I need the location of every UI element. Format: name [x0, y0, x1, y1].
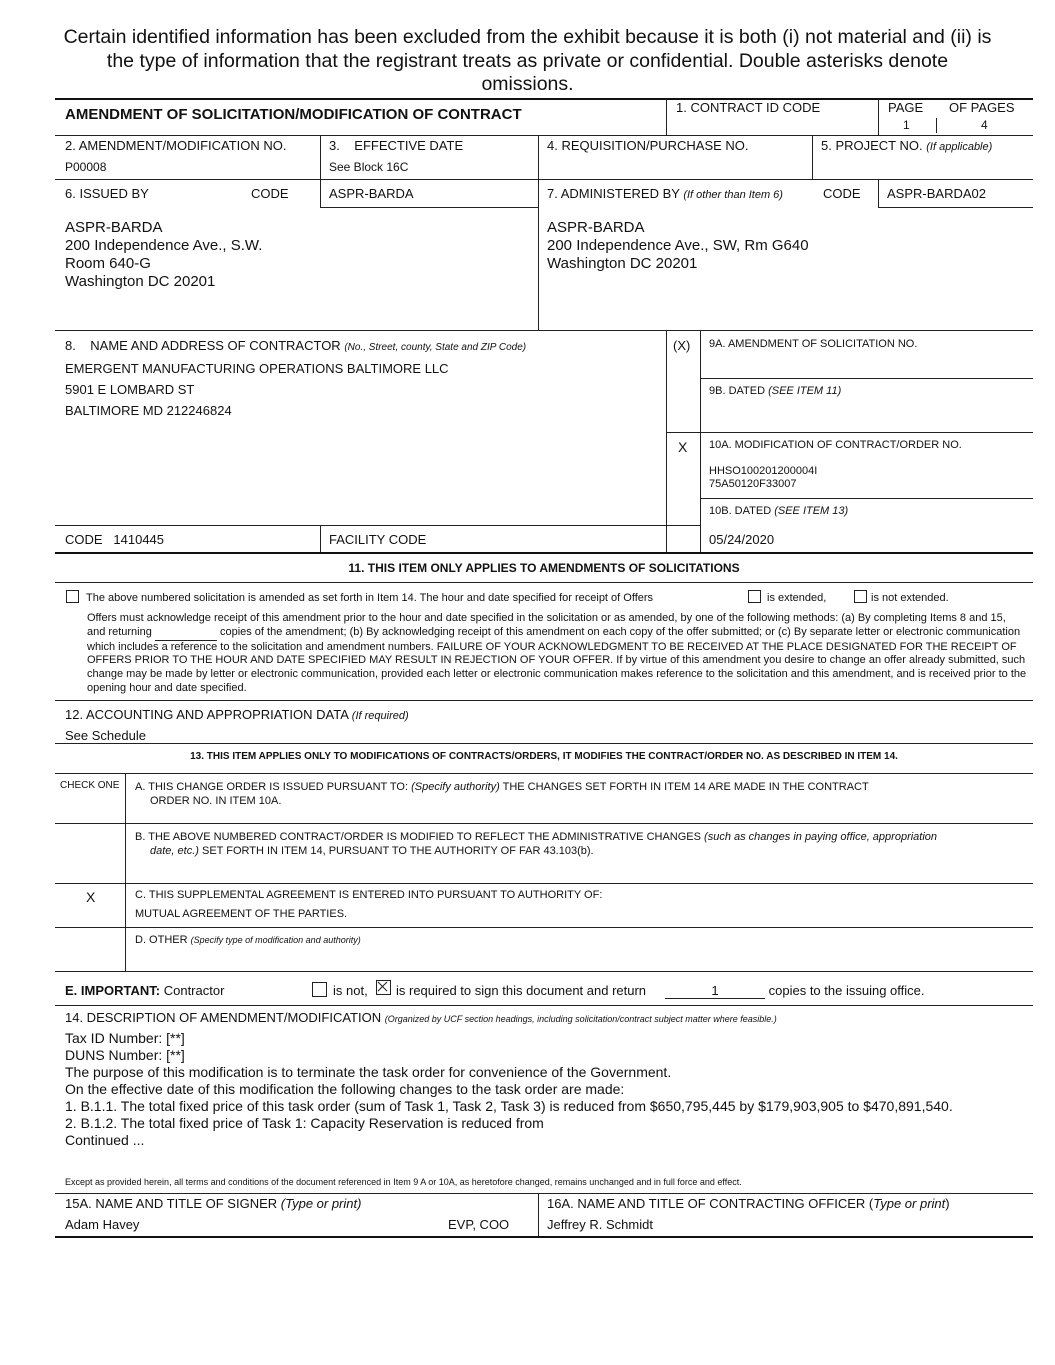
item-10b-note: (SEE ITEM 13)	[774, 505, 849, 517]
contract-id-code-label: 1. CONTRACT ID CODE	[676, 100, 821, 115]
contractor-code-label: CODE	[65, 532, 103, 547]
item-14-description	[65, 1030, 953, 1149]
item-9b-label	[709, 385, 841, 397]
description-line: The purpose of this modification is to terminate the task order for convenience of the Government.	[65, 1064, 672, 1080]
item-14-label	[65, 1010, 777, 1025]
important-line	[65, 983, 224, 998]
item-15a-label	[65, 1196, 361, 1211]
contractor-address	[65, 358, 449, 421]
is-required-checkbox[interactable]	[376, 980, 391, 995]
is-not-extended-checkbox[interactable]	[854, 590, 867, 603]
administered-by-address-line: 200 Independence Ave., SW, Rm G640	[547, 237, 809, 254]
item-16a-label	[547, 1196, 950, 1211]
item-13a-text: A. THIS CHANGE ORDER IS ISSUED PURSUANT TO:	[135, 781, 409, 793]
item-10b-label-text: 10B. DATED	[709, 505, 772, 517]
item-10a-value: 75A50120F33007	[709, 478, 797, 490]
description-line: Tax ID Number: [**]	[65, 1030, 185, 1046]
except-text: Except as provided herein, all terms and conditions of the document referenced in Item 9 A or 10A, as heretofore changed, remains unchanged and in full force and effect.	[65, 1177, 742, 1187]
issued-by-address-line: Room 640-G	[65, 255, 151, 272]
item-13a	[135, 781, 869, 793]
item-10a-label: 10A. MODIFICATION OF CONTRACT/ORDER NO.	[709, 439, 962, 451]
contractor-address-line: BALTIMORE MD 212246824	[65, 403, 232, 418]
project-label-text: 5. PROJECT NO.	[821, 138, 923, 153]
administered-by-address-line: Washington DC 20201	[547, 255, 698, 272]
requisition-label: 4. REQUISITION/PURCHASE NO.	[547, 138, 749, 153]
page-value: 1	[903, 118, 910, 132]
item-13d	[135, 934, 361, 946]
item-12-label	[65, 707, 409, 722]
item-13b-note-2: date, etc.)	[150, 845, 199, 857]
issued-by-address-line: 200 Independence Ave., S.W.	[65, 237, 263, 254]
item-15a-note: (Type or print)	[280, 1196, 362, 1211]
item-11-line: The above numbered solicitation is amended as set forth in Item 14. The hour and date specified for receipt of Offers	[86, 592, 654, 604]
administered-by-address	[547, 219, 809, 273]
copies-blank[interactable]	[155, 626, 217, 641]
description-line: Continued ...	[65, 1132, 145, 1148]
item-9a-label: 9A. AMENDMENT OF SOLICITATION NO.	[709, 338, 918, 350]
of-pages-value: 4	[981, 118, 988, 132]
contractor-code-value: 1410445	[113, 532, 165, 547]
issued-by-address	[65, 219, 262, 291]
of-pages-label: OF PAGES	[949, 100, 1015, 115]
description-line: On the effective date of this modification the following changes to the task order are made:	[65, 1081, 625, 1097]
disclaimer: Certain identified information has been excluded from the exhibit because it is both (i) not material and (ii) is the type of information that the registrant treats as private or confidential. Double asterisks denote omissions.	[63, 26, 992, 95]
facility-code-label: FACILITY CODE	[329, 532, 427, 547]
administered-by-code-label: CODE	[823, 186, 861, 201]
x-column-header: (X)	[673, 338, 691, 353]
item-15a-label-text: 15A. NAME AND TITLE OF SIGNER	[65, 1196, 278, 1211]
item-13b-text: B. THE ABOVE NUMBERED CONTRACT/ORDER IS MODIFIED TO REFLECT THE ADMINISTRATIVE CHANGES	[135, 831, 701, 843]
check-one-label: CHECK ONE	[60, 780, 120, 791]
effective-date-value: See Block 16C	[329, 160, 409, 174]
issued-by-code-value: ASPR-BARDA	[329, 186, 414, 201]
contractor-address-line: 5901 E LOMBARD ST	[65, 382, 195, 397]
description-line: DUNS Number: [**]	[65, 1047, 185, 1063]
administered-by-code-value: ASPR-BARDA02	[887, 186, 986, 201]
form-title: AMENDMENT OF SOLICITATION/MODIFICATION OF CONTRACT	[65, 106, 522, 123]
item-13c-line-1: C. THIS SUPPLEMENTAL AGREEMENT IS ENTERED INTO PURSUANT TO AUTHORITY OF:	[135, 889, 603, 901]
contractor-code	[65, 532, 164, 547]
project-label	[821, 138, 992, 153]
administered-by-note: (If other than Item 6)	[683, 189, 783, 201]
item-9b-label-text: 9B. DATED	[709, 385, 766, 397]
contractor-label-text: 8. NAME AND ADDRESS OF CONTRACTOR	[65, 338, 341, 353]
is-not-checkbox[interactable]	[312, 982, 327, 997]
item-13a-note: (Specify authority)	[411, 781, 500, 793]
copies-returned-suffix: copies to the issuing office.	[768, 983, 925, 998]
copies-returned	[665, 983, 924, 999]
amendment-no-value: P00008	[65, 160, 107, 174]
administered-by-label-text: 7. ADMINISTERED BY	[547, 186, 680, 201]
contractor-label	[65, 338, 526, 353]
item-11-header: 11. THIS ITEM ONLY APPLIES TO AMENDMENTS OF SOLICITATIONS	[348, 561, 740, 575]
item-9b-note: (SEE ITEM 11)	[768, 385, 842, 397]
item-13b	[135, 831, 937, 843]
solicitation-amended-checkbox[interactable]	[66, 590, 79, 603]
item-13a-line-2: ORDER NO. IN ITEM 10A.	[150, 795, 282, 807]
item-10a-value: HHSO100201200004I	[709, 465, 818, 477]
item-14-label-text: 14. DESCRIPTION OF AMENDMENT/MODIFICATION	[65, 1010, 382, 1025]
item-13a-text-2: THE CHANGES SET FORTH IN ITEM 14 ARE MADE IN THE CONTRACT	[502, 781, 869, 793]
item-16a-note: Type or print	[873, 1196, 946, 1211]
important-contractor: Contractor	[163, 983, 225, 998]
issued-by-code-label: CODE	[251, 186, 289, 201]
item-11-paragraph	[87, 612, 1027, 696]
item-10a-values	[709, 465, 817, 491]
issued-by-label: 6. ISSUED BY	[65, 186, 149, 201]
is-extended-label: is extended,	[767, 592, 827, 604]
item-13b-line-2	[150, 845, 594, 857]
item-13d-note: (Specify type of modification and authority)	[190, 935, 361, 945]
item-11-paragraph-b: copies of the amendment; (b) By acknowledging receipt of this amendment on each copy of the offer submitted; or (c) By separate letter or electronic communication which includes a reference to the solicitation and amendment numbers. FAILURE OF YOUR ACKNOWLEDGMENT TO BE RECEIVED AT THE PLACE DESIGNATED FOR THE RECEIPT OF OFFERS PRIOR TO THE HOUR AND DATE SPECIFIED MAY RESULT IN REJECTION OF YOUR OFFER. If by virtue of this amendment you desire to change an offer already submitted, such change may be made by letter or electronic communication, provided each letter or electronic communication makes reference to the solicitation and this amendment, and is received prior to the opening hour and date specified.	[87, 625, 1027, 694]
item-10b-value: 05/24/2020	[709, 532, 775, 547]
item-13b-note: (such as changes in paying office, appropriation	[704, 831, 938, 843]
item-16a-label-text: 16A. NAME AND TITLE OF CONTRACTING OFFICER (	[547, 1196, 874, 1211]
issued-by-address-line: Washington DC 20201	[65, 273, 216, 290]
item-12-note: (If required)	[351, 710, 409, 722]
is-not-label: is not,	[333, 983, 368, 998]
contracting-officer-name: Jeffrey R. Schmidt	[547, 1217, 653, 1232]
item-10a-check: X	[678, 439, 688, 455]
item-13-header: 13. THIS ITEM APPLIES ONLY TO MODIFICATIONS OF CONTRACTS/ORDERS, IT MODIFIES THE CONTRACT/ORDER NO. AS DESCRIBED IN ITEM 14.	[190, 751, 898, 762]
item-14-note: (Organized by UCF section headings, including solicitation/contract subject matter where feasible.)	[384, 1014, 777, 1024]
item-13b-text-2: SET FORTH IN ITEM 14, PURSUANT TO THE AUTHORITY OF FAR 43.103(b).	[201, 845, 594, 857]
description-line: 2. B.1.2. The total fixed price of Task 1: Capacity Reservation is reduced from	[65, 1115, 544, 1131]
item-13c-check: X	[86, 889, 96, 905]
page-label: PAGE	[888, 100, 924, 115]
project-label-note: (If applicable)	[926, 141, 993, 153]
description-line: 1. B.1.1. The total fixed price of this task order (sum of Task 1, Task 2, Task 3) is reduced from $650,795,445 by $179,903,905 to $470,891,540.	[65, 1098, 953, 1114]
item-12-label-text: 12. ACCOUNTING AND APPROPRIATION DATA	[65, 707, 349, 722]
is-not-extended-label: is not extended.	[871, 592, 949, 604]
is-required-label: is required to sign this document and return	[396, 983, 647, 998]
contractor-address-line: EMERGENT MANUFACTURING OPERATIONS BALTIMORE LLC	[65, 361, 449, 376]
contractor-label-note: (No., Street, county, State and ZIP Code)	[344, 342, 527, 353]
signer-name: Adam Havey	[65, 1217, 140, 1232]
item-13c-line-2: MUTUAL AGREEMENT OF THE PARTIES.	[135, 908, 348, 920]
copies-returned-value: 1	[665, 983, 765, 999]
item-11-paragraph-a: Offers must acknowledge receipt of this amendment prior to the hour and date specified in the solicitation or as amended, by one of the following methods: (a) By completing Items 8 and 15, and returning	[87, 612, 1006, 638]
signer-title: EVP, COO	[448, 1217, 510, 1232]
is-extended-checkbox[interactable]	[748, 590, 761, 603]
issued-by-address-line: ASPR-BARDA	[65, 219, 163, 236]
item-13d-text: D. OTHER	[135, 934, 188, 946]
item-12-value: See Schedule	[65, 728, 146, 743]
item-16a-label-close: )	[945, 1196, 950, 1211]
amendment-no-label: 2. AMENDMENT/MODIFICATION NO.	[65, 138, 287, 153]
important-label: E. IMPORTANT:	[65, 983, 161, 998]
effective-date-label: 3. EFFECTIVE DATE	[329, 138, 464, 153]
item-10b-label	[709, 505, 848, 517]
administered-by-address-line: ASPR-BARDA	[547, 219, 645, 236]
administered-by-label	[547, 186, 783, 201]
